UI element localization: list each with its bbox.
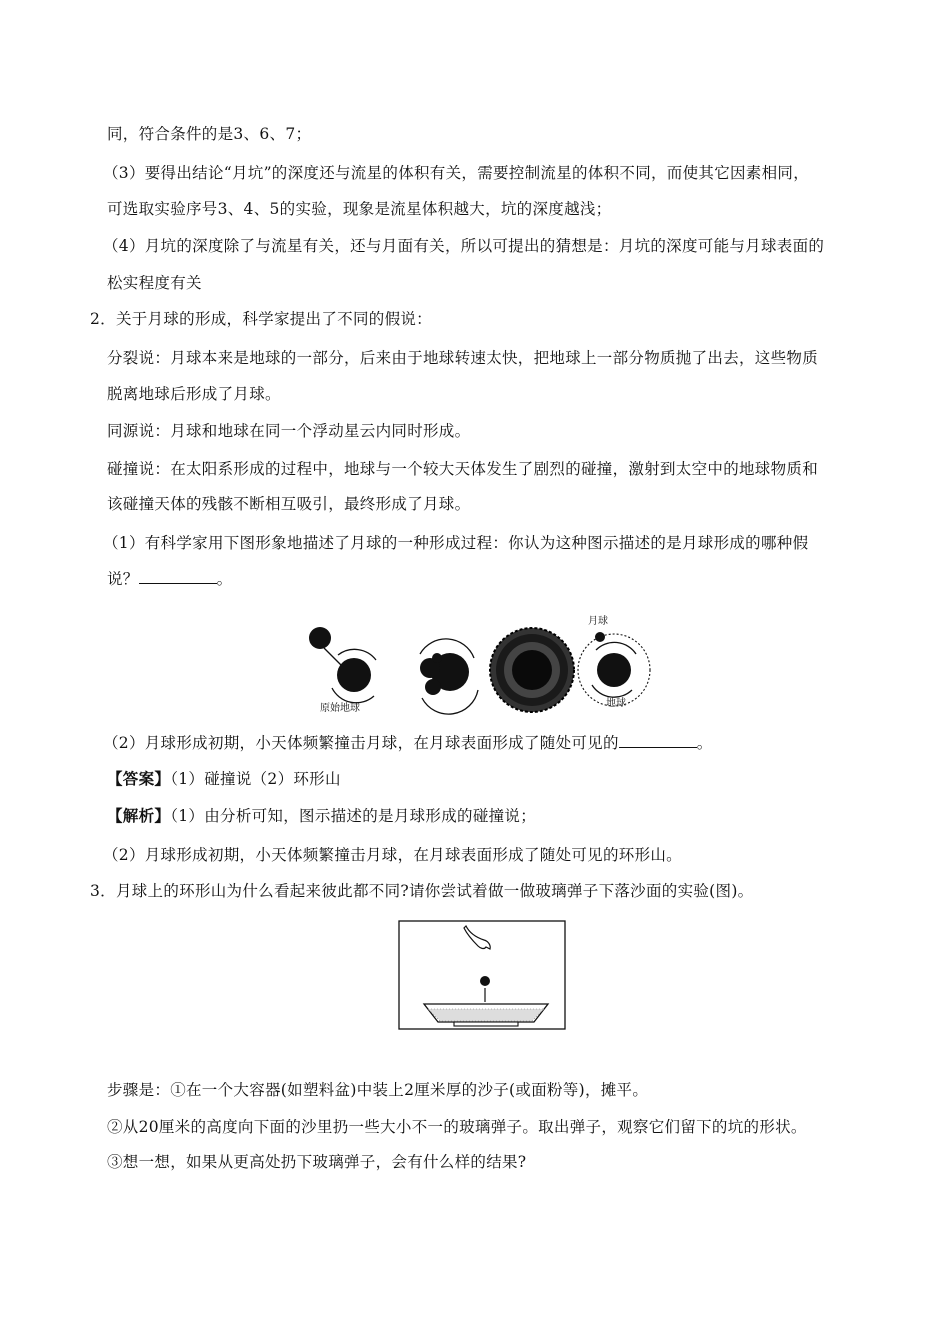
- answer-blank: [619, 733, 697, 748]
- answer-blank: [139, 569, 217, 584]
- basin-foot: [454, 1022, 518, 1026]
- collision-debris: [432, 653, 442, 663]
- proto-earth: [337, 658, 371, 692]
- label-moon: 月球: [588, 616, 608, 627]
- text-line: 脱离地球后形成了月球。: [107, 385, 281, 403]
- text-line: 分裂说：月球本来是地球的一部分，后来由于地球转速太快，把地球上一部分物质抛了出去，这些物质: [107, 349, 819, 367]
- collision-debris: [425, 679, 441, 695]
- answer-text: （1）碰撞说（2）环形山: [170, 770, 341, 788]
- label-earth: 地球: [606, 698, 626, 709]
- text-line: （4）月坑的深度除了与流星有关，还与月面有关，所以可提出的猜想是：月坑的深度可能与月球表面的: [103, 237, 825, 255]
- text-fragment: 说？: [107, 570, 139, 588]
- earth: [597, 653, 631, 687]
- text-line: 松实程度有关: [107, 274, 202, 292]
- analysis-tag: 【解析】: [107, 806, 171, 825]
- text-fragment: 。: [216, 570, 233, 588]
- label-proto-earth: 原始地球: [320, 703, 360, 714]
- text-fragment: （2）月球形成初期，小天体频繁撞击月球，在月球表面形成了随处可见的: [103, 734, 619, 752]
- text-line: [103, 733, 713, 753]
- text-line: （3）要得出结论“月坑”的深度还与流星的体积有关，需要控制流星的体积不同，而使其它因素相同，: [103, 164, 810, 182]
- text-line: 碰撞说：在太阳系形成的过程中，地球与一个较大天体发生了剧烈的碰撞，激射到太空中的地球物质和: [107, 460, 819, 478]
- text-line: （2）月球形成初期，小天体频繁撞击月球，在月球表面形成了随处可见的环形山。: [103, 846, 682, 864]
- analysis-line: [107, 806, 536, 826]
- text-line: [107, 569, 232, 589]
- text-line: 步骤是：①在一个大容器(如塑料盆)中装上2厘米厚的沙子(或面粉等)，摊平。: [107, 1081, 649, 1099]
- rotation-arrow: [596, 642, 636, 654]
- sand: [428, 1009, 544, 1021]
- moon-formation-figure: [302, 610, 652, 715]
- question-title: 3．月球上的环形山为什么看起来彼此都不同?请你尝试着做一做玻璃弹子下落沙面的实验(图)。: [90, 882, 754, 900]
- text-line: ②从20厘米的高度向下面的沙里扔一些大小不一的玻璃弹子。取出弹子，观察它们留下的坑的形状。: [107, 1118, 807, 1136]
- answer-line: [107, 769, 341, 789]
- text-line: 该碰撞天体的残骸不断相互吸引，最终形成了月球。: [107, 495, 471, 513]
- text-line: 可选取实验序号3、4、5的实验，现象是流星体积越大，坑的深度越浅；: [107, 200, 612, 218]
- earth-core: [512, 650, 552, 690]
- answer-tag: 【答案】: [107, 769, 171, 788]
- impactor-body: [309, 627, 331, 649]
- text-line: （1）有科学家用下图形象地描述了月球的一种形成过程：你认为这种图示描述的是月球形成的哪种假: [103, 534, 809, 552]
- moon: [595, 632, 605, 642]
- marble-drop-figure: [398, 920, 573, 1032]
- text-line: 同源说：月球和地球在同一个浮动星云内同时形成。: [107, 422, 471, 440]
- analysis-text: （1）由分析可知，图示描述的是月球形成的碰撞说；: [170, 807, 537, 825]
- question-title: 2．关于月球的形成，科学家提出了不同的假说：: [90, 310, 432, 328]
- marble: [480, 976, 490, 986]
- text-line: ③想一想，如果从更高处扔下玻璃弹子，会有什么样的结果?: [107, 1153, 527, 1171]
- text-line: 同，符合条件的是3、6、7；: [107, 125, 312, 143]
- text-fragment: 。: [696, 734, 713, 752]
